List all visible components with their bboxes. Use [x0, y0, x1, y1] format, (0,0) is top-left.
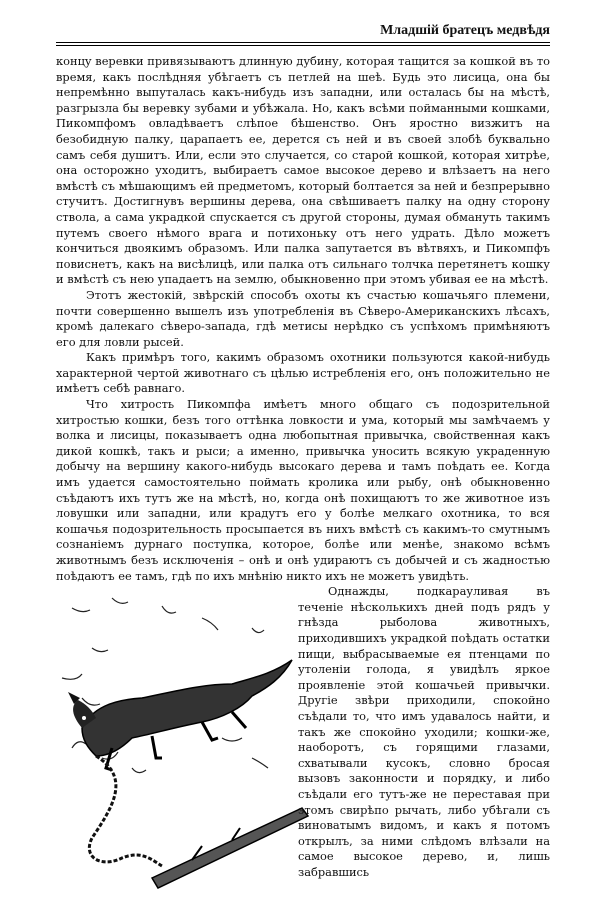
running-header: [56, 20, 550, 46]
paragraph-4: Что хитрость Пикомпфа имѣетъ много общаго съ подозрительной хитростью кошки, безъ того оттѣнка ловкости и ума, который мы замѣчаемъ у волка и лисицы, показываетъ одна любопытная привычка, свойственная какъ дикой кошкѣ, такъ и рыси; а именно, привычка уносить всякую украденную добычу на вершину какого-нибудь высокаго дерева и тамъ поѣдать ее. Когда имъ удается самостоятельно поймать кролика или рыбу, онѣ обыкновенно съѣдаютъ ихъ тутъ же на мѣстѣ, но, когда онѣ похищаютъ то же животное изъ ловушки или западни, или крадутъ его у болѣе мелкаго охотника, то вся кошачья подозрительность просыпается въ нихъ вмѣстѣ съ какимъ-то смутнымъ сознаніемъ дурнаго поступка, которое, болѣе или менѣе, знакомо всѣмъ животнымъ безъ исключенія – онѣ и онѣ удираютъ съ добычей и съ жадностью поѣдаютъ ее тамъ, гдѣ по ихъ мнѣнію никто ихъ не можетъ увидѣть.: [56, 397, 550, 583]
animal-illustration-icon: [52, 588, 292, 898]
fisher-animal-with-stick-illustration-icon: [52, 588, 312, 898]
paragraph-4-intro: [56, 397, 550, 584]
page-header-title: Младшій братецъ медвѣдя: [380, 23, 550, 38]
paragraph-3: Какъ примѣръ того, какимъ образомъ охотники пользуются какой-нибудь характерной чертой животнаго съ цѣлью истребленія его, онъ положительно не имѣетъ себѣ равнаго.: [56, 350, 550, 396]
paragraph-2: Этотъ жестокій, звѣрскій способъ охоты къ счастью кошачьяго племени, почти совершенно вышелъ изъ употребленія въ Сѣверо-Американскихъ лѣсахъ, кромѣ далекаго сѣверо-запада, гдѣ метисы нерѣдко съ успѣхомъ примѣняютъ его для ловли рысей.: [56, 287, 550, 349]
paragraph-1: концу веревки привязываютъ длинную дубину, которая тащится за кошкой въ то время, какъ послѣдняя убѣгаетъ съ петлей на шеѣ. Будь это лисица, она бы непремѣнно выпуталась какъ-нибудь изъ западни, или осталась бы на мѣстѣ, разгрызла бы веревку зубами и убѣжала. Но, какъ всѣми пойманными кошками, Пикомпфомъ овладѣваетъ слѣпое бѣшенство. Онъ яростно визжитъ на безобидную палку, царапаетъ ее, дерется съ ней и въ своей злобѣ буквально самъ себя душитъ. Или, если это случается, со старой кошкой, которая хитрѣе, она осторожно уходитъ, выбираетъ самое высокое дерево и влѣзаетъ на него вмѣстѣ съ мѣшающимъ ей предметомъ, который болтается за ней и безпрерывно стучитъ. Достигнувъ вершины дерева, она свѣшиваетъ палку на одну сторону ствола, а сама укрaдкой спускается съ другой стороны, думая обмануть такимъ путемъ своего нѣмого врага и потихоньку отъ него удрать. Дѣло можетъ кончиться двоякимъ образомъ. Или палка запутается въ вѣтвяхъ, и Пикомпфъ повиснетъ, какъ на висѣлицѣ, или палка отъ сильнаго толчка перетянетъ кошку и вмѣстѣ съ нею упадаетъ на землю, обыкновенно при этомъ убивая ее на мѣстѣ.: [56, 54, 550, 287]
paragraph-5: Однажды, подкарауливая въ теченіе нѣсколькихъ дней подъ рядъ у гнѣзда рыболова животныхъ, приходившихъ украдкой поѣдать остатки пищи, выбрасываемые ея птенцами по утоленіи голода, я увидѣлъ яркое проявленіе этой кошачьей привычки. Другіе звѣри приходили, спокойно съѣдали то, что имъ удавалось найти, и такъ же спокойно уходили; кошки-же, наоборотъ, съ горящими глазами, схватывали кусокъ, словно бросая вызовъ законности и порядку, и либо съѣдали его тутъ-же не переставая при этомъ свирѣпо рычать, либо убѣгали съ виноватымъ видомъ, и какъ я потомъ открылъ, за ними слѣдомъ влѣзали на самое высокое дерево, и, лишь забравшись: [298, 584, 550, 879]
body-text: [56, 54, 550, 898]
